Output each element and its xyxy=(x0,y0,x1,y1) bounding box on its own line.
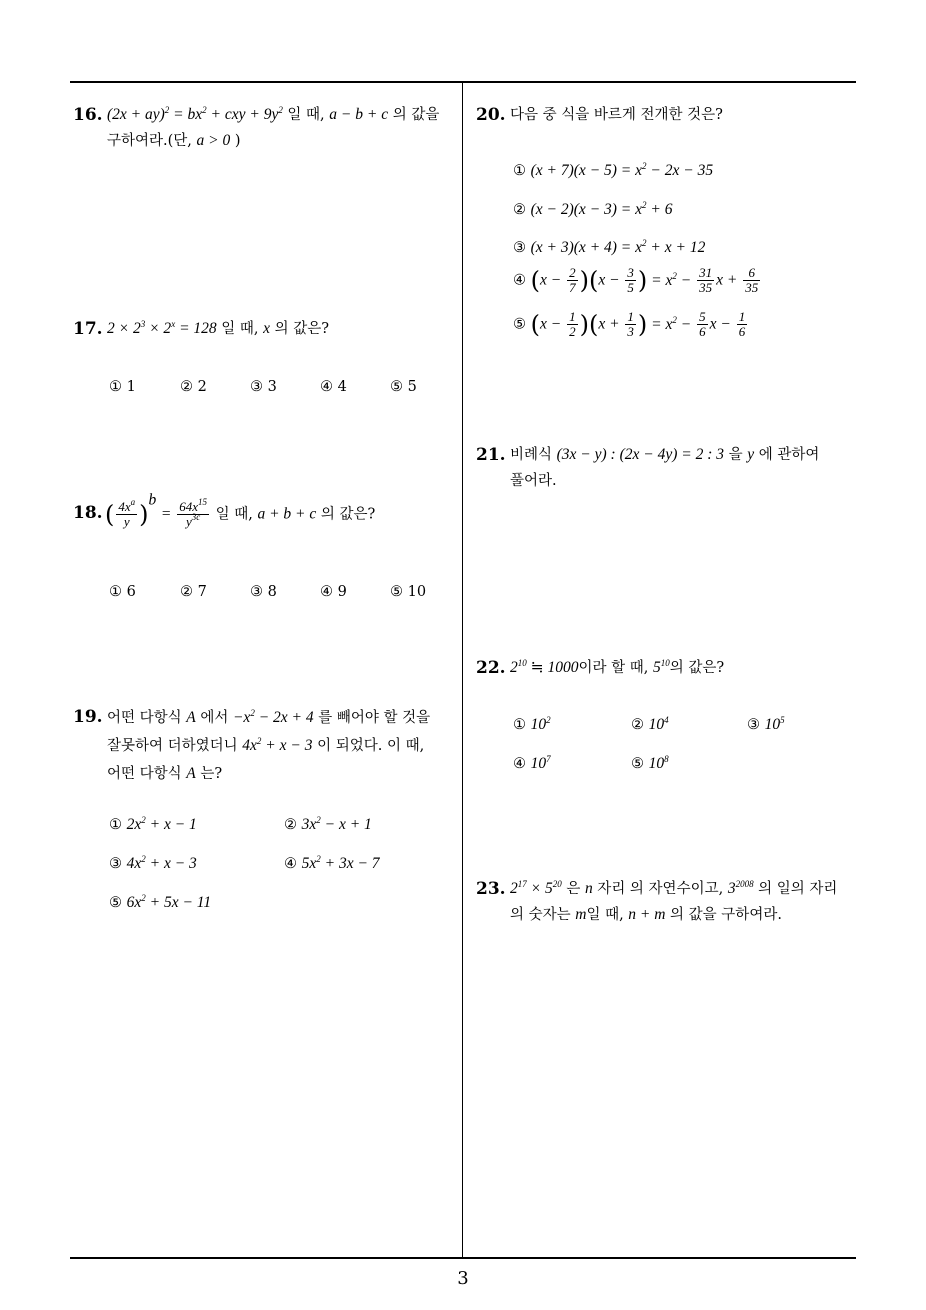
question-text: 어떤 다항식 A 에서 $-x^2 - 2x + 4$ 를 빼어야 할 것을 잘못하여 더하였더니 $4x^2 + x - 3$ 이 되었다. 이 때, 어떤 다항식 A 는? xyxy=(107,708,431,782)
q19-option-2[interactable]: ② $3x^2 - x + 1$ xyxy=(284,815,372,833)
q17-option-2[interactable]: ② 2 xyxy=(180,379,207,395)
question-number: 23. xyxy=(476,879,506,899)
page-number: 3 xyxy=(457,1268,469,1289)
q19-option-1[interactable]: ① $2x^2 + x - 1$ xyxy=(109,815,197,833)
question-number: 16. xyxy=(73,105,103,125)
q22-option-2[interactable]: ② $10^4$ xyxy=(631,715,669,733)
q22-option-5[interactable]: ⑤ $10^8$ xyxy=(631,754,669,772)
q20-option-2[interactable]: ② $(x - 2)(x - 3) = x^2 + 6$ xyxy=(513,200,673,218)
question-number: 21. xyxy=(476,445,506,465)
q18-option-4[interactable]: ④ 9 xyxy=(320,584,347,600)
q18-option-1[interactable]: ① 6 xyxy=(109,584,136,600)
question-text: $2^{10}$ ≒ 1000이라 할 때, $5^{10}$의 값은? xyxy=(510,658,725,676)
question-text: $(2x + ay)^2 = bx^2$ + cxy + $9y^2$ 일 때, a − b + c 의 값을 구하여라.(단, a > 0 ) xyxy=(107,105,440,149)
q18-option-3[interactable]: ③ 8 xyxy=(250,584,277,600)
q17-option-4[interactable]: ④ 4 xyxy=(320,379,347,395)
q20-option-4[interactable]: ④ (x − $\frac{2}{7}$ )(x − $\frac{3}{5}$ ) = $x^2$ − $\frac{31}{35}$ x + $\frac{6}{35}$ xyxy=(513,265,759,295)
q18-option-5[interactable]: ⑤ 10 xyxy=(390,584,427,600)
q20-option-3[interactable]: ③ $(x + 3)(x + 4) = x^2 + x + 12$ xyxy=(513,238,706,256)
column-divider xyxy=(462,83,463,1258)
question-number: 20. xyxy=(476,105,506,125)
q19-option-4[interactable]: ④ $5x^2 + 3x - 7$ xyxy=(284,854,380,872)
q22-option-4[interactable]: ④ $10^7$ xyxy=(513,754,551,772)
q17-option-3[interactable]: ③ 3 xyxy=(250,379,277,395)
q20-option-1[interactable]: ① $(x + 7)(x - 5) = x^2 - 2x - 35$ xyxy=(513,161,714,179)
question-text: 다음 중 식을 바르게 전개한 것은? xyxy=(510,107,723,123)
question-number: 18. xyxy=(73,503,103,523)
q20-option-5[interactable]: ⑤ (x − $\frac{1}{2}$ )(x + $\frac{1}{3}$ ) = $x^2$ − $\frac{5}{6}$ x − $\frac{1}{6}$ xyxy=(513,309,746,339)
question-text: ( $\frac{4x^a}{y}$ )$^b$ = $\frac{64x^{15}}{y^{3c}}$ 일 때, a + b + c 의 값은? xyxy=(105,491,376,529)
question-text: $2 \times 2^3 \times 2^x = 128$ 일 때, x 의 값은? xyxy=(107,319,330,337)
q17-option-1[interactable]: ① 1 xyxy=(109,379,136,395)
q18-option-2[interactable]: ② 7 xyxy=(180,584,207,600)
question-number: 17. xyxy=(73,319,103,339)
question-text: 비례식 (3x − y) : (2x − 4y) = 2 : 3 을 y 에 관하여 풀어라. xyxy=(510,446,820,489)
q19-option-5[interactable]: ⑤ $6x^2 + 5x - 11$ xyxy=(109,893,212,911)
question-text: $2^{17} \times 5^{20}$ 은 n 자리 의 자연수이고, $3^{2008}$ 의 일의 자리 의 숫자는 m일 때, n + m 의 값을 구하여라. xyxy=(510,879,838,923)
q22-option-1[interactable]: ① $10^2$ xyxy=(513,715,551,733)
q19-option-3[interactable]: ③ $4x^2 + x - 3$ xyxy=(109,854,197,872)
q22-option-3[interactable]: ③ $10^5$ xyxy=(747,715,785,733)
question-number: 22. xyxy=(476,658,506,678)
q17-option-5[interactable]: ⑤ 5 xyxy=(390,379,417,395)
top-rule xyxy=(70,81,856,83)
question-number: 19. xyxy=(73,707,103,727)
bottom-rule xyxy=(70,1257,856,1259)
